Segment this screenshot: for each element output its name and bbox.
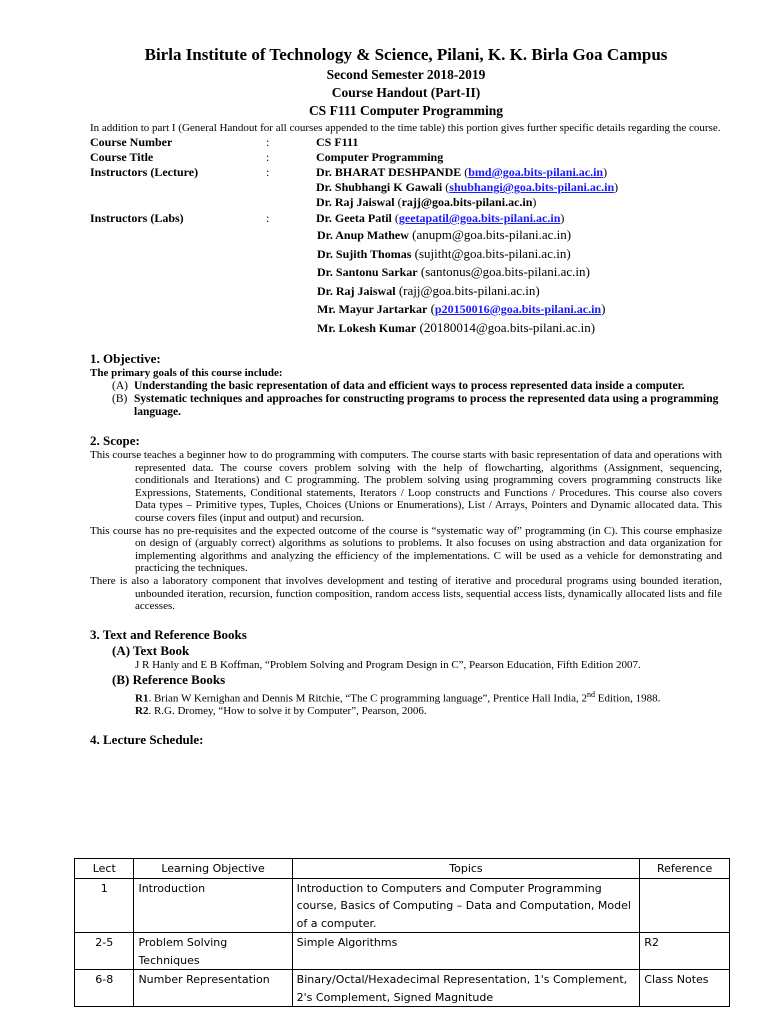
reference-text: . R.G. Dromey, “How to solve it by Computer”, Pearson, 2006. (148, 705, 427, 718)
goal-item (90, 393, 722, 419)
lecture-instructor: Dr. Raj Jaiswal (rajj@goa.bits-pilani.ac.in) (316, 195, 537, 209)
instructor-name: Dr. Raj Jaiswal (316, 195, 395, 209)
objective-lead: The primary goals of this course include: (90, 367, 283, 379)
instructor-name: Dr. Shubhangi K Gawali (316, 180, 443, 194)
lab-instructor: Mr. Mayur Jartarkar (p20150016@goa.bits-pilani.ac.in) (317, 301, 606, 316)
lab-instructors-more (317, 226, 722, 337)
instructor-name: Dr. Geeta Patil (316, 211, 392, 225)
lab-instructor: Mr. Lokesh Kumar (20180014@goa.bits-pilani.ac.in) (317, 319, 596, 335)
reference-id: R2 (135, 705, 149, 718)
info-colon: : (266, 150, 270, 164)
info-colon: : (266, 135, 270, 149)
course-title-row (90, 150, 722, 165)
instructor-name: Dr. Santonu Sarkar (317, 265, 418, 279)
text-book-heading: (A) Text Book (112, 642, 190, 658)
books-heading: 3. Text and Reference Books (90, 626, 247, 642)
info-colon: : (266, 211, 270, 225)
topics-cell: Introduction to Computers and Computer Programming course, Basics of Computing – Data and Computation, Model of a computer. (292, 878, 640, 933)
course-number-value: CS F111 (316, 135, 359, 149)
scope-paragraph: There is also a laboratory component that involves development and testing of iterative and procedural programs using bounded iteration, unbounded iteration, recursion, function composition, random access lists, sequential access lists, dynamically allocated lists and file accesses. (90, 574, 722, 613)
lecture-instructor: Dr. Shubhangi K Gawali (shubhangi@goa.bits-pilani.ac.in) (316, 180, 619, 194)
goal-label: (A) (112, 380, 128, 392)
table-row (75, 970, 730, 1007)
instructor-name: Dr. Sujith Thomas (317, 246, 412, 261)
lab-instructor: Dr. Anup Mathew (anupm@goa.bits-pilani.ac.in) (317, 227, 572, 242)
table-body (75, 878, 730, 1007)
instructor-name: Dr. BHARAT DESHPANDE (316, 165, 462, 179)
column-header: Reference (640, 859, 730, 879)
topics-cell: Simple Algorithms (292, 933, 640, 970)
instructor-email: rajj@goa.bits-pilani.ac.in (403, 282, 536, 298)
topics-cell: Binary/Octal/Hexadecimal Representation, 1's Complement, 2's Complement, Signed Magnitude (292, 970, 640, 1007)
lect-cell: 6-8 (75, 970, 134, 1007)
reference-books-list (90, 688, 722, 719)
lab-instructors-row (90, 211, 722, 337)
institute-title: Birla Institute of Technology & Science, Pilani, K. K. Birla Goa Campus (144, 45, 668, 64)
instructor-email-link[interactable]: bmd@goa.bits-pilani.ac.in (468, 165, 604, 179)
reference-tail: Edition, 1988. (595, 692, 661, 705)
text-book: J R Hanly and E B Koffman, “Problem Solving and Program Design in C”, Pearson Education, Fifth Edition 2007. (135, 658, 641, 671)
instructor-name: Mr. Mayur Jartarkar (317, 302, 428, 316)
course-number-label: Course Number (90, 135, 173, 149)
lab-instructors-label: Instructors (Labs) (90, 211, 184, 225)
scope-paragraph: This course has no pre-requisites and the expected outcome of the course is “systematic way of” programming (in C). This course emphasize on design of (arguably correct) algorithms as solutions to problems. It also focuses on using abstraction and data organization for implementing algorithms and analyzing the efficiency of the implementations. C will be used as a vehicle for demonstrating and practicing the techniques. (90, 524, 722, 575)
table-row (75, 878, 730, 933)
lecture-instructors-label: Instructors (Lecture) (90, 165, 199, 179)
course-number-row (90, 135, 722, 150)
table-row (75, 933, 730, 970)
objective-cell: Number Representation (134, 970, 292, 1007)
semester-title: Second Semester 2018-2019 (326, 67, 486, 82)
lecture-instructor: Dr. BHARAT DESHPANDE (bmd@goa.bits-pilani.ac.in) (316, 165, 608, 179)
course-title-heading: CS F111 Computer Programming (308, 103, 504, 118)
reference-item (90, 705, 722, 718)
lect-cell: 1 (75, 878, 134, 933)
lect-cell: 2-5 (75, 933, 134, 970)
objective-cell: Problem Solving Techniques (134, 933, 292, 970)
course-title-label: Course Title (90, 150, 154, 164)
goal-text: Systematic techniques and approaches for constructing programs to process the represented data using a programming language. (134, 393, 719, 418)
goal-label: (B) (112, 393, 128, 405)
reference-books-heading: (B) Reference Books (112, 671, 226, 687)
lab-instructors-list (316, 211, 722, 337)
lab-instructor: Dr. Raj Jaiswal (rajj@goa.bits-pilani.ac.in) (317, 282, 540, 298)
goal-item (90, 380, 722, 393)
reference-cell (640, 878, 730, 933)
info-colon: : (266, 165, 270, 179)
handout-page (90, 44, 722, 748)
instructor-email: santonus@goa.bits-pilani.ac.in (425, 264, 586, 279)
reference-id: R1 (135, 692, 149, 705)
reference-text: . Brian W Kernighan and Dennis M Ritchie, “The C programming language”, Prentice Hall India, 2 (148, 692, 588, 705)
lab-instructor: Dr. Sujith Thomas (sujitht@goa.bits-pilani.ac.in) (317, 245, 571, 261)
lecture-schedule-table (74, 858, 730, 1007)
reference-sup: nd (587, 689, 596, 699)
goal-text: Understanding the basic representation of data and efficient ways to process represented data inside a computer. (134, 380, 685, 392)
reference-cell: R2 (640, 933, 730, 970)
handout-title: Course Handout (Part-II) (331, 85, 481, 100)
instructor-email: rajj@goa.bits-pilani.ac.in (401, 195, 533, 209)
lecture-instructors-list (316, 165, 722, 210)
scope-paragraph: This course teaches a beginner how to do programming with computers. The course starts with basic representation of data and operations with represented data. The course covers problem solving with the help of flowcharting, algorithms (Assignment, sequencing, conditionals and Iterations) and C programming. The problem solving using programming covers programming constructs like Expressions, Statements, Conditional statements, Iterators / Loop constructs and Functions / Procedures. This course also covers Data types – Primitive types, Tuples, Choices (Unions or Enumerations), List / Arrays, Pointers and Dynamic allocated data. This course covers files (input and output) and recursion. (90, 449, 722, 524)
instructor-name: Mr. Lokesh Kumar (317, 320, 417, 335)
column-header: Lect (75, 859, 134, 879)
schedule-heading: 4. Lecture Schedule: (90, 732, 204, 748)
instructor-email: 20180014@goa.bits-pilani.ac.in (423, 319, 591, 335)
column-header: Learning Objective (134, 859, 292, 879)
scope-heading: 2. Scope: (90, 433, 140, 448)
objective-cell: Introduction (134, 878, 292, 933)
objective-heading: 1. Objective: (90, 351, 161, 366)
lecture-instructors-row (90, 165, 722, 210)
lab-instructor: Dr. Geeta Patil (geetapatil@goa.bits-pilani.ac.in) (316, 211, 565, 225)
table-header-row (75, 859, 730, 879)
instructor-name: Dr. Raj Jaiswal (317, 283, 396, 298)
instructor-email-link[interactable]: shubhangi@goa.bits-pilani.ac.in (449, 180, 615, 194)
instructor-email-link[interactable]: p20150016@goa.bits-pilani.ac.in (434, 302, 602, 316)
lab-instructor: Dr. Santonu Sarkar (santonus@goa.bits-pilani.ac.in) (317, 264, 590, 279)
reference-cell: Class Notes (640, 970, 730, 1007)
objective-goals (90, 380, 722, 419)
instructor-email-link[interactable]: geetapatil@goa.bits-pilani.ac.in (398, 211, 561, 225)
reference-item (90, 688, 722, 706)
intro-paragraph: In addition to part I (General Handout for all courses appended to the time table) this portion gives further specific details regarding the course. (90, 122, 721, 134)
course-title-value: Computer Programming (316, 150, 444, 164)
column-header: Topics (292, 859, 640, 879)
instructor-name: Dr. Anup Mathew (317, 228, 409, 242)
instructor-email: anupm@goa.bits-pilani.ac.in (416, 227, 567, 242)
instructor-email: sujitht@goa.bits-pilani.ac.in (418, 245, 567, 261)
